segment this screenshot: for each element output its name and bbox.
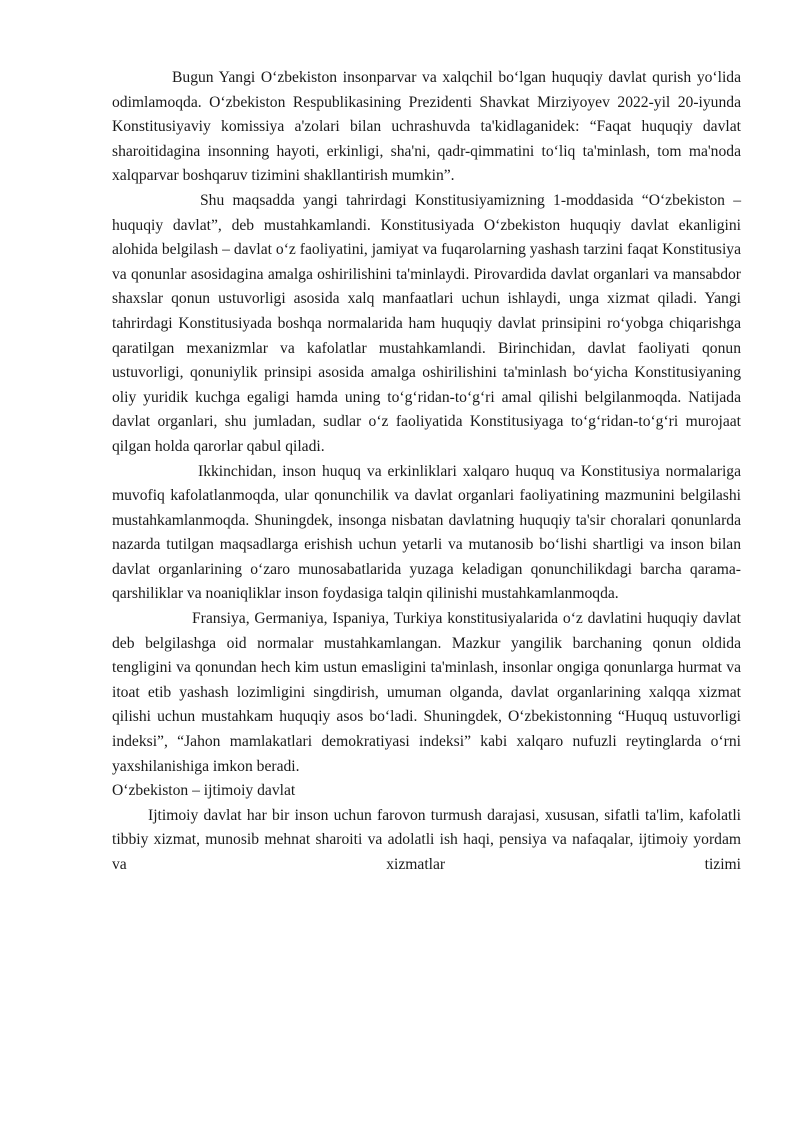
paragraph-foreign-constitutions: Fransiya, Germaniya, Ispaniya, Turkiya konstitusiyalarida o‘z davlatini huquqiy davlat deb belgilashga oid normalar mustahkamlangan. Mazkur yangilik barchaning qonun oldida tengligini va qonundan hech kim ustun emasligini ta'minlash, insonlar ongiga qonunlarga hurmat va itoat etib yashash lozimligini singdirish, umuman olganda, davlat organlarining xalqqa xizmat qilishi uchun mustahkam huquqiy asos bo‘ladi. Shuningdek, O‘zbekistonning “Huquq ustuvorligi indeksi”, “Jahon mamlakatlari demokratiyasi indeksi” kabi xalqaro nufuzli reytinglarda o‘rni yaxshilanishiga imkon beradi. xyxy=(112,610,741,775)
paragraph-constitution-article-1: Shu maqsadda yangi tahrirdagi Konstitusiyamizning 1-moddasida “O‘zbekiston – huquqiy davlat”, deb mustahkamlandi. Konstitusiyada O‘zbekiston huquqiy davlat ekanligini alohida belgilash – davlat o‘z faoliyatini, jamiyat va fuqarolarning yashash tarzini faqat Konstitusiya va qonunlar asosidagina amalga oshirilishini ta'minlaydi. Pirovardida davlat organlari va mansabdor shaxslar qonun ustuvorligi asosida xalq manfaatlari uchun ishlaydi, unga xizmat qiladi. Yangi tahrirdagi Konstitusiyada boshqa normalarida ham huquqiy davlat prinsipini ro‘yobga chiqarishga qaratilgan mexanizmlar va kafolatlar mustahkamlandi. Birinchidan, davlat faoliyati qonun ustuvorligi, qonuniylik prinsipi asosida amalga oshirilishini ta'minlash bo‘yicha Konstitusiyaning oliy yuridik kuchga egaligi hamda uning to‘g‘ridan-to‘g‘ri amal qilishi belgilanmoqda. Natijada davlat organlari, shu jumladan, sudlar o‘z faoliyatida Konstitusiyaga to‘g‘ridan-to‘g‘ri murojaat qilgan holda qarorlar qabul qiladi. xyxy=(112,191,741,455)
document-body xyxy=(112,66,741,878)
paragraph-social-state: Ijtimoiy davlat har bir inson uchun farovon turmush darajasi, xususan, sifatli ta'lim, kafolatli tibbiy xizmat, munosib mehnat sharoiti va adolatli ish haqi, pensiya va nafaqalar, ijtimoiy yordam va xizmatlar tizimi xyxy=(112,806,741,873)
paragraph-intro: Bugun Yangi O‘zbekiston insonparvar va xalqchil bo‘lgan huquqiy davlat qurish yo‘lida odimlamoqda. O‘zbekiston Respublikasining Prezidenti Shavkat Mirziyoyev 2022-yil 20-iyunda Konstitusiyaviy komissiya a'zolari bilan uchrashuvda ta'kidlaganidek: “Faqat huquqiy davlat sharoitidagina insonning hayoti, erkinligi, sha'ni, qadr-qimmatini to‘liq ta'minlash, tom ma'noda xalqparvar boshqaruv tizimini shakllantirish mumkin”. xyxy=(112,69,741,185)
paragraph-second-point: Ikkinchidan, inson huquq va erkinliklari xalqaro huquq va Konstitusiya normalariga muvofiq kafolatlanmoqda, ular qonunchilik va davlat organlari faoliyatining mazmunini belgilashi mustahkamlanmoqda. Shuningdek, insonga nisbatan davlatning huquqiy ta'sir choralari qonunlarda nazarda tutilgan maqsadlarga erishish uchun yetarli va mutanosib bo‘lishi shartligi va inson bilan davlat organlarining o‘zaro munosabatlarida yuzaga keladigan qonunchilikdagi barcha qarama-qarshiliklar va noaniqliklar inson foydasiga talqin qilinishi mustahkamlanmoqda. xyxy=(112,462,741,603)
section-heading: O‘zbekiston – ijtimoiy davlat xyxy=(112,782,296,800)
